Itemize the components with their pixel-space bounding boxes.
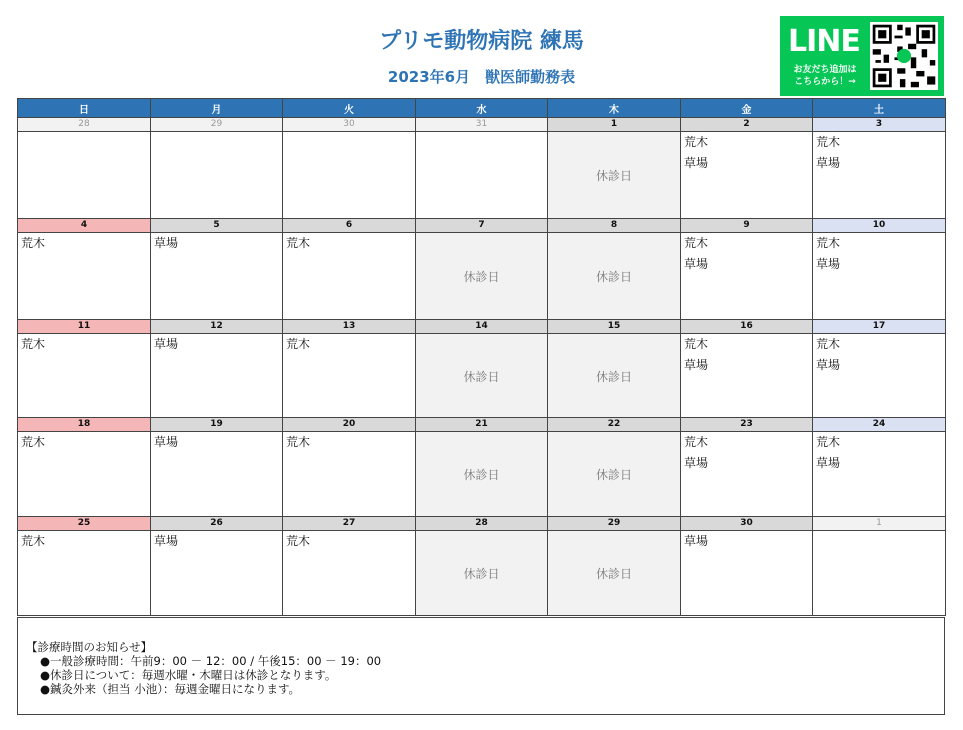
vet-list bbox=[283, 531, 415, 552]
date-row bbox=[18, 118, 946, 132]
vet-name: 荒木 bbox=[21, 236, 46, 250]
day-cell bbox=[813, 233, 946, 320]
day-cell bbox=[681, 233, 813, 320]
duty-row bbox=[18, 432, 946, 517]
date-number: 4 bbox=[18, 219, 151, 233]
weekday-sun: 日 bbox=[18, 99, 151, 118]
duty-row bbox=[18, 233, 946, 320]
notice-closed-days: ●休診日について：毎週水曜・木曜日は休診となります。 bbox=[40, 668, 337, 682]
line-add-friend-badge[interactable] bbox=[780, 16, 944, 96]
duty-row bbox=[18, 531, 946, 616]
date-number: 21 bbox=[416, 418, 548, 432]
date-number: 10 bbox=[813, 219, 946, 233]
vet-list bbox=[681, 233, 812, 275]
weekday-sat: 土 bbox=[813, 99, 946, 118]
closed-day-label: 休診日 bbox=[595, 369, 632, 384]
weekday-wed: 水 bbox=[416, 99, 548, 118]
day-cell bbox=[18, 132, 151, 219]
day-cell bbox=[548, 531, 681, 616]
day-cell bbox=[151, 334, 283, 418]
line-logo: LINE bbox=[788, 24, 860, 59]
vet-list bbox=[283, 432, 415, 453]
vet-name: 草場 bbox=[684, 358, 709, 372]
weekday-header-row bbox=[18, 99, 946, 118]
notice-hours: ●一般診療時間：午前9：00 － 12：00 / 午後15：00 － 19：00 bbox=[40, 654, 382, 668]
vet-name: 荒木 bbox=[816, 236, 841, 250]
vet-list bbox=[151, 432, 282, 453]
vet-name: 荒木 bbox=[286, 236, 311, 250]
day-cell bbox=[548, 432, 681, 517]
date-number: 13 bbox=[283, 320, 416, 334]
vet-name: 荒木 bbox=[816, 435, 841, 449]
date-number: 25 bbox=[18, 517, 151, 531]
date-number: 27 bbox=[283, 517, 416, 531]
vet-name: 荒木 bbox=[21, 435, 46, 449]
day-cell bbox=[681, 531, 813, 616]
notice-box bbox=[17, 617, 945, 715]
date-number: 28 bbox=[416, 517, 548, 531]
vet-list bbox=[283, 233, 415, 254]
day-cell bbox=[283, 334, 416, 418]
date-number: 14 bbox=[416, 320, 548, 334]
duty-calendar bbox=[17, 98, 946, 616]
vet-name: 荒木 bbox=[286, 534, 311, 548]
day-cell bbox=[283, 432, 416, 517]
day-cell bbox=[151, 432, 283, 517]
date-number: 11 bbox=[18, 320, 151, 334]
vet-name: 荒木 bbox=[684, 337, 709, 351]
date-row bbox=[18, 219, 946, 233]
day-cell bbox=[151, 233, 283, 320]
date-number: 17 bbox=[813, 320, 946, 334]
weekday-thu: 木 bbox=[548, 99, 681, 118]
day-cell bbox=[416, 132, 548, 219]
date-number: 1 bbox=[548, 118, 681, 132]
weekday-mon: 月 bbox=[151, 99, 283, 118]
day-cell bbox=[681, 334, 813, 418]
vet-list bbox=[151, 531, 282, 552]
page-subtitle: 2023年6月 獣医師勤務表 bbox=[387, 68, 576, 86]
date-row bbox=[18, 418, 946, 432]
date-number: 29 bbox=[151, 118, 283, 132]
vet-name: 草場 bbox=[684, 534, 709, 548]
vet-name: 草場 bbox=[684, 456, 709, 470]
date-number: 9 bbox=[681, 219, 813, 233]
vet-list bbox=[813, 432, 945, 474]
day-cell bbox=[416, 233, 548, 320]
vet-name: 草場 bbox=[816, 257, 841, 271]
date-number: 29 bbox=[548, 517, 681, 531]
day-cell bbox=[18, 432, 151, 517]
date-number: 28 bbox=[18, 118, 151, 132]
closed-day-label: 休診日 bbox=[463, 369, 500, 384]
vet-list bbox=[18, 233, 150, 254]
vet-name: 草場 bbox=[684, 156, 709, 170]
notice-acupuncture: ●鍼灸外来（担当 小池）：毎週金曜日になります。 bbox=[40, 682, 301, 696]
weekday-fri: 金 bbox=[681, 99, 813, 118]
vet-name: 草場 bbox=[816, 358, 841, 372]
vet-name: 荒木 bbox=[286, 337, 311, 351]
vet-name: 草場 bbox=[154, 337, 179, 351]
vet-list bbox=[813, 233, 945, 275]
vet-list bbox=[681, 531, 812, 552]
vet-name: 荒木 bbox=[816, 337, 841, 351]
line-caption-line1: お友だち追加は bbox=[793, 65, 857, 75]
qr-code-icon[interactable] bbox=[870, 22, 938, 90]
day-cell bbox=[416, 334, 548, 418]
duty-row bbox=[18, 334, 946, 418]
vet-name: 荒木 bbox=[684, 236, 709, 250]
date-number: 12 bbox=[151, 320, 283, 334]
day-cell bbox=[18, 334, 151, 418]
vet-name: 草場 bbox=[154, 534, 179, 548]
date-number: 2 bbox=[681, 118, 813, 132]
closed-day-label: 休診日 bbox=[595, 270, 632, 284]
vet-list bbox=[813, 132, 945, 174]
vet-name: 荒木 bbox=[21, 337, 46, 351]
date-number: 15 bbox=[548, 320, 681, 334]
day-cell bbox=[548, 334, 681, 418]
day-cell bbox=[416, 531, 548, 616]
date-row bbox=[18, 517, 946, 531]
day-cell bbox=[813, 432, 946, 517]
vet-list bbox=[18, 334, 150, 355]
vet-list bbox=[813, 334, 945, 376]
day-cell bbox=[813, 132, 946, 219]
weekday-tue: 火 bbox=[283, 99, 416, 118]
date-number: 8 bbox=[548, 219, 681, 233]
closed-day-label: 休診日 bbox=[595, 468, 632, 482]
date-row bbox=[18, 320, 946, 334]
day-cell bbox=[283, 233, 416, 320]
date-number: 19 bbox=[151, 418, 283, 432]
day-cell bbox=[283, 132, 416, 219]
vet-list bbox=[18, 432, 150, 453]
date-number: 18 bbox=[18, 418, 151, 432]
vet-list bbox=[151, 233, 282, 254]
day-cell bbox=[416, 432, 548, 517]
date-number: 1 bbox=[813, 517, 946, 531]
line-caption-line2: こちらから！→ bbox=[794, 77, 856, 87]
day-cell bbox=[813, 334, 946, 418]
day-cell bbox=[548, 233, 681, 320]
vet-name: 草場 bbox=[154, 435, 179, 449]
date-number: 3 bbox=[813, 118, 946, 132]
date-number: 6 bbox=[283, 219, 416, 233]
vet-list bbox=[681, 334, 812, 376]
page-title: プリモ動物病院 練馬 bbox=[379, 29, 584, 54]
vet-name: 荒木 bbox=[684, 135, 709, 149]
vet-list bbox=[151, 334, 282, 355]
vet-name: 草場 bbox=[154, 236, 179, 250]
vet-name: 荒木 bbox=[21, 534, 46, 548]
date-number: 7 bbox=[416, 219, 548, 233]
day-cell bbox=[151, 531, 283, 616]
date-number: 23 bbox=[681, 418, 813, 432]
vet-name: 荒木 bbox=[684, 435, 709, 449]
vet-name: 荒木 bbox=[816, 135, 841, 149]
day-cell bbox=[151, 132, 283, 219]
date-number: 20 bbox=[283, 418, 416, 432]
day-cell bbox=[681, 432, 813, 517]
date-number: 16 bbox=[681, 320, 813, 334]
notice-heading: 【診療時間のお知らせ】 bbox=[26, 640, 153, 654]
closed-day-label: 休診日 bbox=[463, 468, 500, 482]
vet-name: 草場 bbox=[816, 456, 841, 470]
vet-list bbox=[681, 432, 812, 474]
vet-name: 荒木 bbox=[286, 435, 311, 449]
vet-list bbox=[18, 531, 150, 552]
vet-list bbox=[681, 132, 812, 174]
line-caption bbox=[786, 64, 864, 88]
day-cell bbox=[283, 531, 416, 616]
day-cell bbox=[548, 132, 681, 219]
date-number: 31 bbox=[416, 118, 548, 132]
day-cell bbox=[681, 132, 813, 219]
date-number: 5 bbox=[151, 219, 283, 233]
date-number: 24 bbox=[813, 418, 946, 432]
date-number: 30 bbox=[283, 118, 416, 132]
date-number: 26 bbox=[151, 517, 283, 531]
day-cell bbox=[18, 233, 151, 320]
vet-list bbox=[283, 334, 415, 355]
closed-day-label: 休診日 bbox=[463, 270, 500, 284]
duty-row bbox=[18, 132, 946, 219]
vet-name: 草場 bbox=[816, 156, 841, 170]
date-number: 22 bbox=[548, 418, 681, 432]
closed-day-label: 休診日 bbox=[595, 567, 632, 581]
closed-day-label: 休診日 bbox=[463, 567, 500, 581]
day-cell bbox=[18, 531, 151, 616]
vet-name: 草場 bbox=[684, 257, 709, 271]
date-number: 30 bbox=[681, 517, 813, 531]
day-cell bbox=[813, 531, 946, 616]
closed-day-label: 休診日 bbox=[595, 169, 632, 183]
